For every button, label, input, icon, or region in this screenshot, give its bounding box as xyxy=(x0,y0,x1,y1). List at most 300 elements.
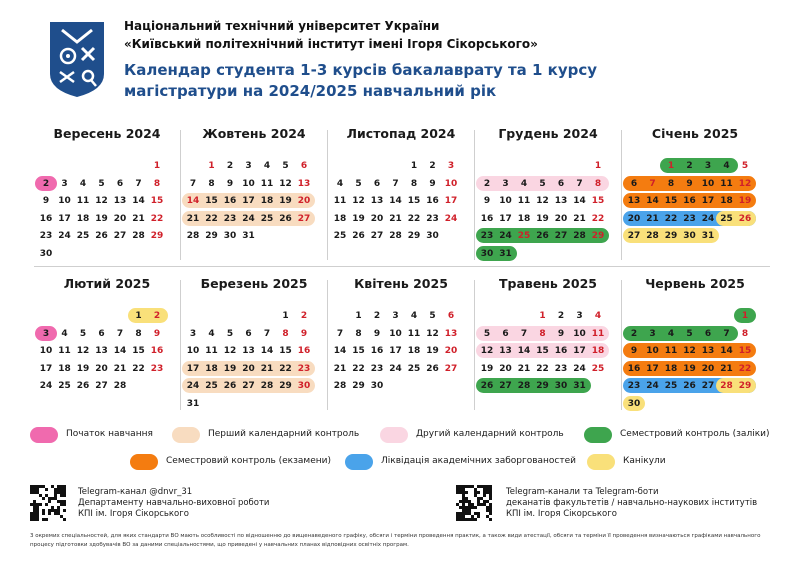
calendar-day: 21 xyxy=(720,363,733,374)
calendar-day: 29 xyxy=(591,231,605,241)
calendar-day: 9 xyxy=(226,178,234,189)
qr-module xyxy=(42,497,45,500)
legend-holidays xyxy=(587,452,707,472)
calendar-day: 24 xyxy=(444,213,458,224)
calendar-day: 28 xyxy=(260,381,274,391)
calendar-day: 30 xyxy=(480,248,494,259)
qr-module xyxy=(489,497,492,500)
calendar-day: 30 xyxy=(39,248,53,259)
calendar-day: 8 xyxy=(667,178,675,189)
qr-module xyxy=(63,518,66,521)
qr-module xyxy=(45,488,48,491)
qr-module xyxy=(45,518,48,521)
calendar-day: 23 xyxy=(370,363,384,374)
calendar-day: 26 xyxy=(480,381,494,391)
legend-label-first: Перший календарний контроль xyxy=(208,429,360,439)
calendar-day: 13 xyxy=(113,196,127,206)
calendar-day: 16 xyxy=(223,196,237,206)
row-divider xyxy=(34,266,770,267)
legend-swatch-credit xyxy=(584,427,612,443)
calendar-day: 26 xyxy=(95,231,108,241)
calendar-day: 22 xyxy=(591,213,605,224)
calendar-day: 2 xyxy=(300,311,308,321)
calendar-day: 14 xyxy=(132,196,145,206)
calendar-day: 18 xyxy=(76,213,90,224)
calendar-day: 30 xyxy=(554,381,568,391)
calendar-day: 24 xyxy=(499,231,512,241)
calendar-day: 26 xyxy=(738,213,752,224)
calendar-day: 22 xyxy=(738,363,752,374)
calendar-day: 9 xyxy=(373,328,381,339)
calendar-day: 9 xyxy=(483,196,491,206)
calendar-day: 29 xyxy=(664,231,678,241)
qr-module xyxy=(63,494,66,497)
calendar-day: 20 xyxy=(444,346,458,356)
month-title: Жовтень 2024 xyxy=(202,126,306,141)
calendar-day: 21 xyxy=(646,213,659,224)
month-title: Листопад 2024 xyxy=(346,126,456,141)
calendar-day: 6 xyxy=(98,328,105,339)
calendar-day: 8 xyxy=(208,178,215,189)
calendar-day: 13 xyxy=(444,328,458,339)
calendar-day: 15 xyxy=(279,346,292,356)
calendar-day: 1 xyxy=(153,161,161,171)
calendar-day: 23 xyxy=(297,363,311,374)
month-4 xyxy=(475,126,621,266)
month-title: Квітень 2025 xyxy=(354,276,448,291)
calendar-day: 4 xyxy=(79,178,87,189)
legend-swatch-holidays xyxy=(587,454,615,470)
calendar-day: 10 xyxy=(499,196,512,206)
calendar-day: 13 xyxy=(701,346,715,356)
calendar-day: 2 xyxy=(429,161,436,171)
calendar-day: 9 xyxy=(686,178,693,189)
calendar-day: 27 xyxy=(95,381,108,391)
month-8 xyxy=(328,276,474,416)
qr-module xyxy=(489,512,492,515)
calendar-day: 21 xyxy=(517,363,531,374)
calendar-day: 27 xyxy=(499,381,512,391)
calendar-day: 4 xyxy=(208,328,215,339)
calendar-day: 9 xyxy=(42,196,50,206)
calendar-day: 31 xyxy=(573,381,586,391)
calendar-day: 2 xyxy=(557,311,565,321)
calendar-day: 29 xyxy=(352,381,365,391)
calendar-day: 5 xyxy=(483,328,491,339)
calendar-day: 17 xyxy=(186,363,200,374)
qr-module xyxy=(465,491,468,494)
calendar-day: 28 xyxy=(186,231,200,241)
calendar-day: 7 xyxy=(116,328,124,339)
calendar-day: 11 xyxy=(333,196,347,206)
calendar-day: 19 xyxy=(279,196,292,206)
calendar-day: 1 xyxy=(741,311,749,321)
calendar-day: 23 xyxy=(480,231,494,241)
calendar-day: 12 xyxy=(223,346,237,356)
month-title: Березень 2025 xyxy=(200,276,308,291)
calendar-day: 21 xyxy=(333,363,347,374)
calendar-day: 6 xyxy=(300,161,308,171)
qr-module xyxy=(48,512,51,515)
calendar-day: 15 xyxy=(591,196,605,206)
calendar-day: 24 xyxy=(39,381,53,391)
calendar-day: 25 xyxy=(333,231,347,241)
calendar-day: 21 xyxy=(132,213,145,224)
legend-credit xyxy=(584,425,784,445)
calendar-day: 12 xyxy=(352,196,365,206)
calendar-day: 10 xyxy=(186,346,200,356)
calendar-day: 26 xyxy=(279,213,292,224)
calendar-day: 20 xyxy=(242,363,255,374)
legend-exam xyxy=(130,452,350,472)
calendar-day: 27 xyxy=(113,231,127,241)
calendar-day: 1 xyxy=(355,311,362,321)
calendar-day: 20 xyxy=(95,363,108,374)
calendar-day: 5 xyxy=(98,178,105,189)
calendar-day: 26 xyxy=(223,381,237,391)
calendar-day: 4 xyxy=(520,178,528,189)
calendar-day: 27 xyxy=(701,381,715,391)
month-title: Травень 2025 xyxy=(499,276,597,291)
calendar-day: 3 xyxy=(392,311,399,321)
page-title-line1: Календар студента 1-3 курсів бакалаврату та 1 курсу xyxy=(124,61,598,79)
legend-first xyxy=(172,425,372,445)
footer-right-line1: Telegram-канали та Telegram-боти xyxy=(506,487,659,497)
calendar-day: 6 xyxy=(557,178,565,189)
calendar-day: 10 xyxy=(646,346,659,356)
calendar-day: 21 xyxy=(113,363,127,374)
calendar-day: 12 xyxy=(279,178,292,189)
calendar-day: 14 xyxy=(186,196,200,206)
calendar-day: 3 xyxy=(502,178,509,189)
calendar-day: 25 xyxy=(76,231,90,241)
calendar-day: 4 xyxy=(263,161,271,171)
calendar-day: 31 xyxy=(186,398,200,409)
calendar-day: 15 xyxy=(132,346,145,356)
calendar-day: 30 xyxy=(683,231,696,241)
month-9 xyxy=(475,276,621,416)
calendar-day: 29 xyxy=(150,231,164,241)
calendar-day: 20 xyxy=(370,213,384,224)
calendar-day: 17 xyxy=(646,363,659,374)
calendar-day: 8 xyxy=(153,178,161,189)
calendar-day: 15 xyxy=(738,346,752,356)
calendar-day: 28 xyxy=(389,231,402,241)
month-title: Грудень 2024 xyxy=(498,126,598,141)
calendar-day: 30 xyxy=(297,381,311,391)
calendar-day: 11 xyxy=(58,346,71,356)
calendar-day: 11 xyxy=(664,346,678,356)
telegram-qr-code-right[interactable] xyxy=(456,485,492,521)
calendar-day: 23 xyxy=(627,381,641,391)
calendar-day: 2 xyxy=(686,161,693,171)
calendar-day: 1 xyxy=(539,311,546,321)
calendar-day: 22 xyxy=(132,363,145,374)
calendar-day: 12 xyxy=(738,178,752,189)
calendar-day: 8 xyxy=(539,328,546,339)
calendar-day: 29 xyxy=(738,381,752,391)
calendar-day: 10 xyxy=(444,178,458,189)
calendar-day: 23 xyxy=(426,213,439,224)
calendar-day: 8 xyxy=(741,328,749,339)
month-7 xyxy=(181,276,327,416)
calendar-day: 19 xyxy=(683,363,696,374)
calendar-day: 20 xyxy=(113,213,127,224)
calendar-day: 24 xyxy=(701,213,715,224)
calendar-day: 1 xyxy=(594,161,602,171)
university-name-line2: «Київський політехнічний інститут імені Ігоря Сікорського» xyxy=(124,37,538,51)
calendar-day: 8 xyxy=(594,178,602,189)
calendar-day: 26 xyxy=(683,381,696,391)
calendar-day: 21 xyxy=(260,363,274,374)
calendar-day: 6 xyxy=(502,328,509,339)
calendar-day: 12 xyxy=(95,196,108,206)
calendar-day: 18 xyxy=(664,363,678,374)
calendar-day: 31 xyxy=(242,231,255,241)
calendar-day: 23 xyxy=(223,213,237,224)
footer-left-line1: Telegram-канал @dnvr_31 xyxy=(78,487,193,497)
calendar-day: 12 xyxy=(683,346,696,356)
calendar-day: 15 xyxy=(205,196,218,206)
calendar-day: 28 xyxy=(113,381,127,391)
calendar-day: 23 xyxy=(683,213,696,224)
calendar-day: 4 xyxy=(667,328,675,339)
calendar-day: 20 xyxy=(297,196,311,206)
calendar-day: 18 xyxy=(58,363,71,374)
calendar-day: 2 xyxy=(153,311,161,321)
calendar-day: 8 xyxy=(410,178,418,189)
calendar-day: 4 xyxy=(594,311,602,321)
calendar-day: 12 xyxy=(480,346,494,356)
month-title: Лютий 2025 xyxy=(63,276,151,291)
calendar-day: 11 xyxy=(720,178,733,189)
calendar-day: 7 xyxy=(135,178,142,189)
calendar-day: 19 xyxy=(352,213,365,224)
calendar-day: 28 xyxy=(517,381,531,391)
calendar-day: 26 xyxy=(352,231,365,241)
footer-left-line2: Департаменту навчально-виховної роботи xyxy=(78,498,270,508)
month-title: Червень 2025 xyxy=(645,276,745,291)
calendar-day: 13 xyxy=(554,196,568,206)
calendar-day: 10 xyxy=(39,346,53,356)
qr-module xyxy=(39,503,42,506)
legend-swatch-debt xyxy=(345,454,373,470)
calendar-day: 5 xyxy=(355,178,362,189)
calendar-day: 21 xyxy=(573,213,586,224)
calendar-day: 19 xyxy=(95,213,108,224)
calendar-day: 19 xyxy=(536,213,549,224)
calendar-day: 6 xyxy=(630,178,638,189)
calendar-day: 9 xyxy=(557,328,565,339)
calendar-day: 8 xyxy=(282,328,289,339)
calendar-day: 18 xyxy=(260,196,274,206)
calendar-day: 28 xyxy=(646,231,659,241)
calendar-day: 29 xyxy=(536,381,549,391)
qr-module xyxy=(63,503,66,506)
calendar-day: 24 xyxy=(646,381,659,391)
calendar-day: 23 xyxy=(150,363,164,374)
calendar-day: 16 xyxy=(370,346,384,356)
calendar-day: 25 xyxy=(407,363,421,374)
calendar-day: 18 xyxy=(407,346,421,356)
calendar-day: 7 xyxy=(336,328,344,339)
calendar-day: 27 xyxy=(242,381,255,391)
calendar-day: 15 xyxy=(352,346,365,356)
calendar-day: 17 xyxy=(242,196,255,206)
calendar-day: 1 xyxy=(667,161,675,171)
calendar-day: 16 xyxy=(150,346,164,356)
calendar-day: 24 xyxy=(389,363,402,374)
calendar-day: 20 xyxy=(627,213,641,224)
calendar-day: 21 xyxy=(389,213,402,224)
calendar-day: 18 xyxy=(720,196,733,206)
month-1 xyxy=(34,126,180,266)
calendar-day: 5 xyxy=(429,311,436,321)
calendar-day: 13 xyxy=(95,346,108,356)
calendar-day: 15 xyxy=(536,346,549,356)
calendar-day: 2 xyxy=(42,178,50,189)
qr-module xyxy=(63,509,66,512)
calendar-day: 5 xyxy=(539,178,546,189)
calendar-day: 5 xyxy=(741,161,749,171)
calendar-day: 16 xyxy=(426,196,439,206)
calendar-day: 14 xyxy=(260,346,274,356)
legend xyxy=(0,420,800,480)
calendar-day: 14 xyxy=(646,196,659,206)
calendar-day: 10 xyxy=(389,328,402,339)
calendar-day: 4 xyxy=(61,328,68,339)
calendar-day: 1 xyxy=(282,311,289,321)
footer-right-line3: КПІ ім. Ігоря Сікорського xyxy=(506,509,617,519)
calendar-day: 11 xyxy=(260,178,274,189)
calendar-day: 19 xyxy=(426,346,439,356)
calendar-day: 18 xyxy=(205,363,218,374)
calendar-day: 13 xyxy=(297,178,311,189)
calendar-day: 3 xyxy=(245,161,252,171)
calendar-day: 20 xyxy=(701,363,715,374)
calendar-day: 27 xyxy=(627,231,641,241)
calendar-day: 14 xyxy=(333,346,347,356)
calendar-day: 1 xyxy=(410,161,418,171)
calendar-day: 22 xyxy=(279,363,292,374)
telegram-qr-code-left[interactable] xyxy=(30,485,66,521)
calendar-day: 12 xyxy=(76,346,90,356)
calendar-day: 12 xyxy=(536,196,549,206)
calendar-day: 22 xyxy=(664,213,678,224)
qr-module xyxy=(489,518,492,521)
month-title: Вересень 2024 xyxy=(53,126,161,141)
calendar-day: 13 xyxy=(370,196,384,206)
calendar-day: 9 xyxy=(630,346,638,356)
legend-label-second: Другий календарний контроль xyxy=(416,429,564,439)
calendar-day: 26 xyxy=(426,363,439,374)
calendar-day: 13 xyxy=(499,346,512,356)
month-title: Січень 2025 xyxy=(651,126,739,141)
calendar-day: 22 xyxy=(352,363,365,374)
calendar-day: 7 xyxy=(520,328,528,339)
calendar-day: 16 xyxy=(39,213,53,224)
calendar-day: 21 xyxy=(186,213,200,224)
calendar-day: 17 xyxy=(389,346,402,356)
calendar-day: 22 xyxy=(150,213,164,224)
calendar-day: 28 xyxy=(573,231,586,241)
calendar-day: 15 xyxy=(150,196,164,206)
calendar-day: 29 xyxy=(279,381,292,391)
calendar-day: 22 xyxy=(205,213,218,224)
qr-module xyxy=(474,518,477,521)
calendar-day: 25 xyxy=(517,231,531,241)
calendar-day: 13 xyxy=(627,196,641,206)
calendar-day: 17 xyxy=(58,213,71,224)
calendar-day: 30 xyxy=(627,398,641,409)
calendar-day: 3 xyxy=(704,161,712,171)
calendar-day: 24 xyxy=(58,231,71,241)
legend-label-start: Початок навчання xyxy=(66,429,153,439)
calendar-day: 11 xyxy=(517,196,531,206)
calendar-day: 11 xyxy=(591,328,605,339)
calendar-day: 30 xyxy=(370,381,384,391)
qr-module xyxy=(42,512,45,515)
page-title-line2: магістратури на 2024/2025 навчальний рік xyxy=(124,82,497,100)
calendar-day: 19 xyxy=(223,363,237,374)
calendar-day: 7 xyxy=(392,178,399,189)
legend-start xyxy=(30,425,180,445)
legend-label-exam: Семестровий контроль (екзамени) xyxy=(166,456,331,466)
calendar-day: 16 xyxy=(627,363,641,374)
calendar-day: 24 xyxy=(573,363,586,374)
footer-left-line3: КПІ ім. Ігоря Сікорського xyxy=(78,509,189,519)
calendar-grid xyxy=(34,126,770,411)
qr-module xyxy=(474,506,477,509)
calendar-day: 9 xyxy=(300,328,308,339)
calendar-day: 20 xyxy=(554,213,568,224)
calendar-day: 23 xyxy=(39,231,53,241)
legend-second xyxy=(380,425,580,445)
calendar-day: 10 xyxy=(701,178,715,189)
calendar-day: 1 xyxy=(135,311,142,321)
calendar-day: 25 xyxy=(205,381,218,391)
qr-module xyxy=(36,518,39,521)
university-name-line1: Національний технічний університет України xyxy=(124,19,440,33)
calendar-day: 8 xyxy=(135,328,142,339)
calendar-day: 7 xyxy=(189,178,197,189)
calendar-day: 11 xyxy=(76,196,90,206)
calendar-day: 19 xyxy=(738,196,752,206)
calendar-day: 2 xyxy=(483,178,491,189)
calendar-day: 13 xyxy=(242,346,255,356)
month-5 xyxy=(622,126,768,266)
calendar-day: 9 xyxy=(153,328,161,339)
calendar-day: 31 xyxy=(499,248,512,259)
calendar-day: 7 xyxy=(576,178,583,189)
calendar-day: 27 xyxy=(444,363,458,374)
calendar-day: 29 xyxy=(407,231,421,241)
calendar-day: 9 xyxy=(429,178,436,189)
calendar-day: 3 xyxy=(61,178,68,189)
calendar-day: 25 xyxy=(260,213,274,224)
calendar-day: 24 xyxy=(242,213,255,224)
calendar-day: 4 xyxy=(723,161,730,171)
calendar-day: 17 xyxy=(444,196,458,206)
calendar-day: 28 xyxy=(333,381,347,391)
calendar-day: 29 xyxy=(205,231,218,241)
calendar-day: 16 xyxy=(683,196,696,206)
calendar-day: 30 xyxy=(223,231,237,241)
legend-label-debt: Ліквідація академічних заборгованостей xyxy=(381,456,576,466)
calendar-day: 10 xyxy=(573,328,586,339)
legend-swatch-first xyxy=(172,427,200,443)
calendar-day: 3 xyxy=(649,328,656,339)
